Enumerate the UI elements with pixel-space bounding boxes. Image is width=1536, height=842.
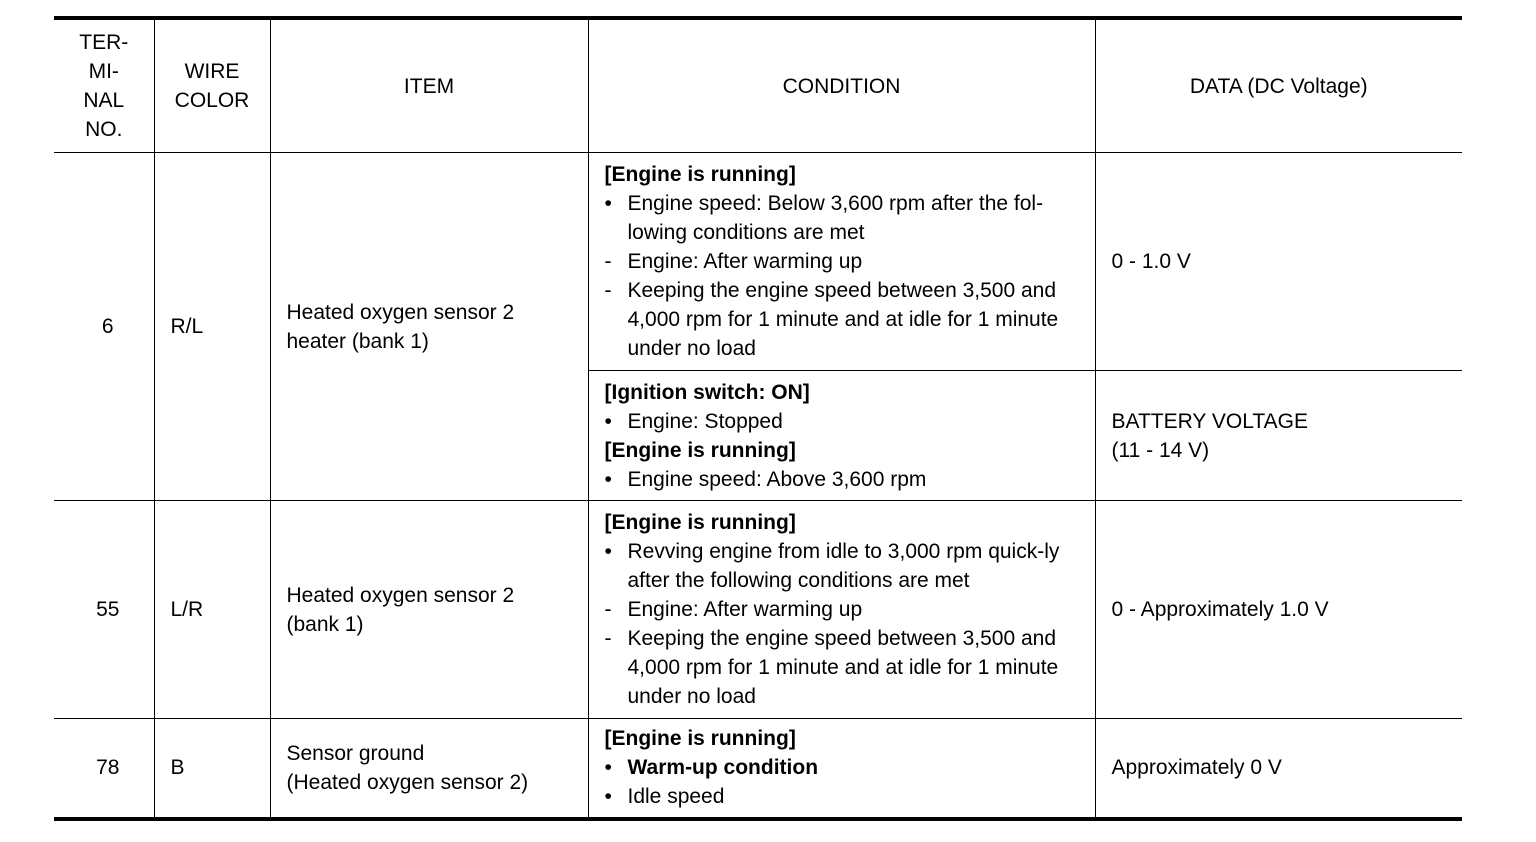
table-row bbox=[54, 719, 1462, 819]
condition-heading: [Engine is running] bbox=[604, 163, 796, 186]
wire-color: B bbox=[154, 719, 270, 819]
condition-text: Keeping the engine speed between 3,500 and 4,000 rpm for 1 minute and at idle for 1 minute under no load bbox=[627, 627, 1059, 708]
condition-cell bbox=[588, 371, 1095, 501]
data-line: 0 - 1.0 V bbox=[1111, 250, 1191, 273]
condition-item bbox=[605, 276, 1087, 363]
condition-item bbox=[605, 407, 1087, 436]
item-line: Sensor ground bbox=[286, 741, 425, 765]
item-description bbox=[270, 719, 588, 819]
condition-heading: [Engine is running] bbox=[604, 727, 796, 751]
dash-marker: - bbox=[604, 250, 612, 273]
condition-text: Engine: After warming up bbox=[627, 250, 863, 273]
data-voltage bbox=[1095, 501, 1462, 719]
header-line: NAL bbox=[83, 89, 125, 112]
terminal-number: 6 bbox=[54, 153, 154, 501]
condition-text: Warm-up condition bbox=[627, 756, 819, 780]
bullet-marker: • bbox=[604, 409, 612, 433]
condition-text: Engine: Stopped bbox=[627, 409, 783, 433]
data-line: 0 - Approximately 1.0 V bbox=[1111, 598, 1329, 621]
condition-item bbox=[605, 624, 1087, 711]
dash-marker: - bbox=[604, 598, 612, 621]
condition-text: Engine speed: Below 3,600 rpm after the fol-lowing conditions are met bbox=[627, 192, 1044, 244]
header-row bbox=[54, 18, 1462, 153]
data-line: Approximately 0 V bbox=[1111, 756, 1282, 780]
header-item: ITEM bbox=[270, 18, 588, 153]
wire-color: L/R bbox=[154, 501, 270, 719]
data-line: BATTERY VOLTAGE bbox=[1111, 409, 1308, 433]
item-line: heater (bank 1) bbox=[286, 329, 429, 353]
dash-marker: - bbox=[604, 279, 612, 302]
condition-cell bbox=[588, 501, 1095, 719]
bullet-marker: • bbox=[604, 192, 612, 215]
table-row bbox=[54, 501, 1462, 719]
item-line: (Heated oxygen sensor 2) bbox=[286, 770, 529, 794]
condition-item bbox=[605, 537, 1087, 595]
data-voltage bbox=[1095, 153, 1462, 371]
condition-item bbox=[605, 247, 1087, 276]
header-condition: CONDITION bbox=[588, 18, 1095, 153]
data-voltage bbox=[1095, 719, 1462, 819]
dash-marker: - bbox=[604, 627, 612, 650]
condition-cell bbox=[588, 153, 1095, 371]
condition-text: Idle speed bbox=[627, 785, 725, 809]
item-description bbox=[270, 153, 588, 501]
data-voltage bbox=[1095, 371, 1462, 501]
header-line: MI- bbox=[88, 60, 119, 83]
header-data: DATA (DC Voltage) bbox=[1095, 18, 1462, 153]
item-line: Heated oxygen sensor 2 bbox=[286, 583, 515, 607]
terminal-spec-table bbox=[54, 16, 1462, 821]
condition-heading: [Engine is running] bbox=[604, 438, 796, 462]
header-line: COLOR bbox=[174, 89, 250, 112]
condition-text: Keeping the engine speed between 3,500 and 4,000 rpm for 1 minute and at idle for 1 minute under no load bbox=[627, 279, 1059, 360]
condition-item bbox=[605, 782, 1087, 811]
bullet-marker: • bbox=[604, 540, 612, 563]
condition-text: Engine: After warming up bbox=[627, 598, 863, 621]
bullet-marker: • bbox=[604, 785, 612, 809]
condition-cell bbox=[588, 719, 1095, 819]
condition-text: Engine speed: Above 3,600 rpm bbox=[627, 467, 927, 491]
wire-color: R/L bbox=[154, 153, 270, 501]
condition-text: Revving engine from idle to 3,000 rpm quick-ly after the following conditions are met bbox=[627, 540, 1060, 592]
bullet-marker: • bbox=[604, 756, 612, 780]
condition-item bbox=[605, 753, 1087, 782]
condition-heading: [Engine is running] bbox=[604, 511, 796, 534]
header-terminal-no bbox=[54, 18, 154, 153]
condition-heading: [Ignition switch: ON] bbox=[604, 380, 810, 404]
header-wire-color bbox=[154, 18, 270, 153]
item-description bbox=[270, 501, 588, 719]
condition-item bbox=[605, 189, 1087, 247]
header-line: NO. bbox=[85, 118, 123, 141]
table-row bbox=[54, 153, 1462, 371]
condition-item bbox=[605, 595, 1087, 624]
condition-item bbox=[605, 465, 1087, 494]
data-line: (11 - 14 V) bbox=[1111, 438, 1210, 462]
table-body bbox=[54, 153, 1462, 819]
bullet-marker: • bbox=[604, 467, 612, 491]
item-line: Heated oxygen sensor 2 bbox=[286, 300, 515, 324]
header-line: TER- bbox=[79, 31, 129, 54]
item-line: (bank 1) bbox=[286, 612, 364, 636]
terminal-number: 78 bbox=[54, 719, 154, 819]
header-line: WIRE bbox=[184, 60, 240, 83]
terminal-number: 55 bbox=[54, 501, 154, 719]
